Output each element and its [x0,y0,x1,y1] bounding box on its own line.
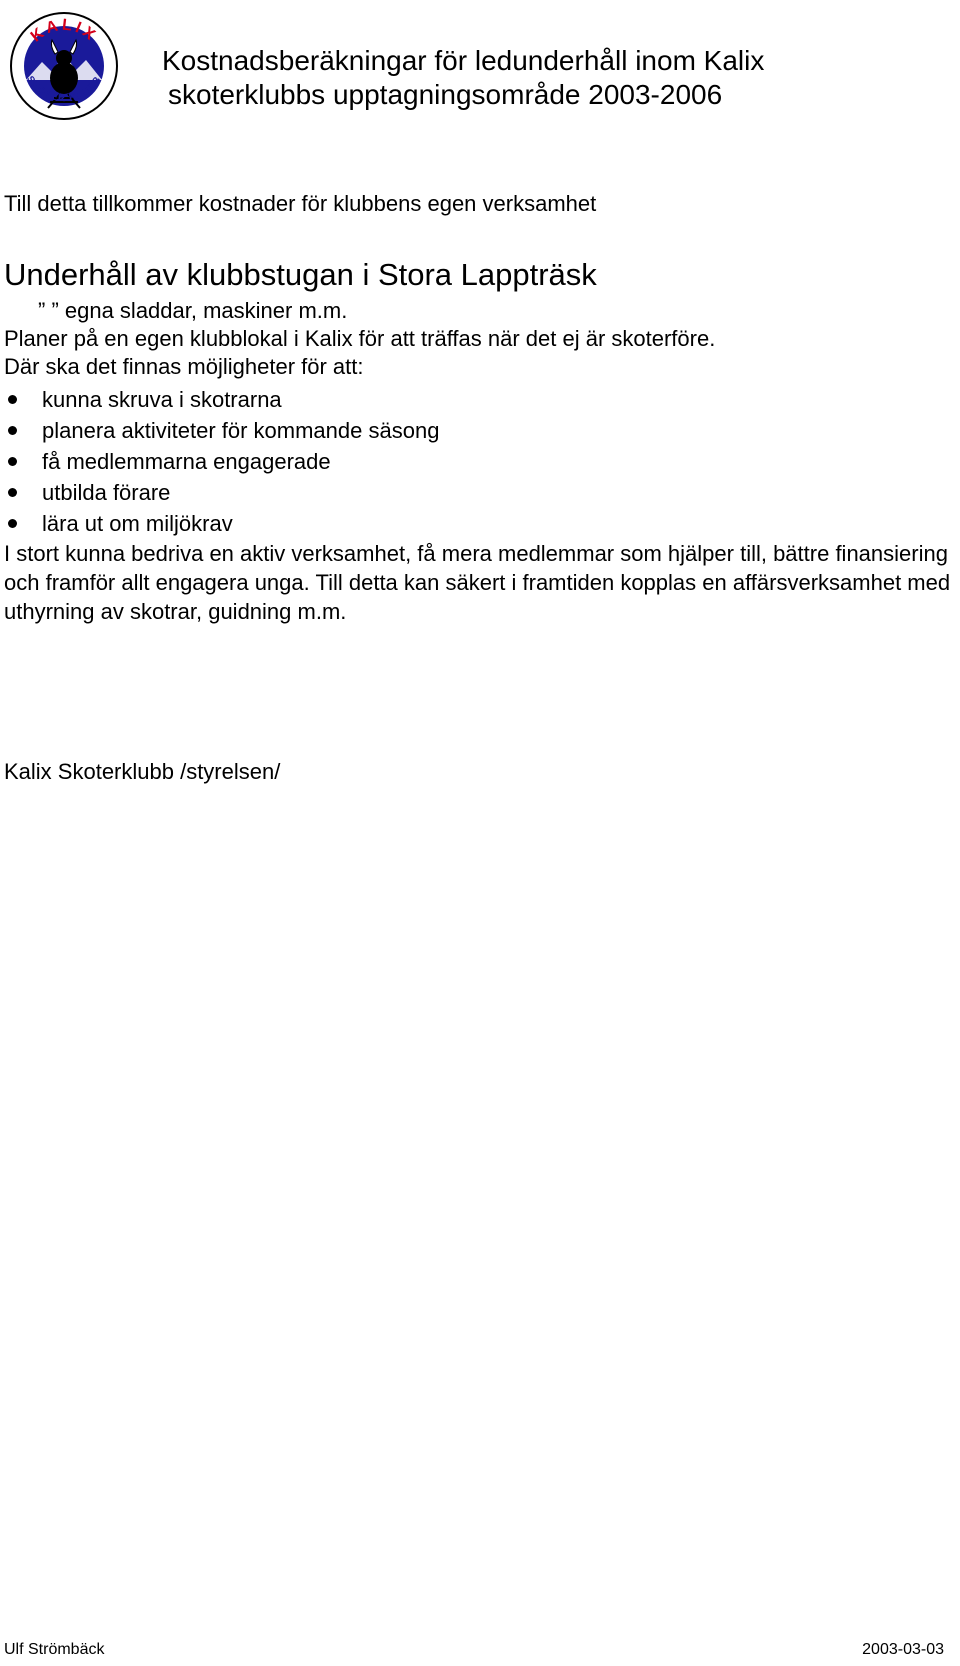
kalix-skoterklubb-logo [8,10,120,122]
page-title [162,44,764,112]
footer-date: 2003-03-03 [862,1641,944,1658]
lead-text: Där ska det finnas möjligheter för att: [4,354,364,379]
bullet-icon [8,395,17,404]
section-heading: Underhåll av klubbstugan i Stora Lappträsk [4,257,597,292]
body-paragraph: I stort kunna bedriva en aktiv verksamhet, få mera medlemmar som hjälper till, bättre finansiering och framför allt engagera unga. Till detta kan säkert i framtiden kopplas en affärsverksamhet med uthyrning av skotrar, guidning m.m. [4,541,951,624]
logo-bottom-text: SKOTER KLUBB [24,74,104,105]
bullet-icon [8,426,17,435]
plans-text: Planer på en egen klubblokal i Kalix för att träffas när det ej är skoterföre. [4,326,716,351]
bullet-icon [8,519,17,528]
bullet-icon [8,488,17,497]
bullet-icon [8,457,17,466]
intro-text: Till detta tillkommer kostnader för klubbens egen verksamhet [4,191,597,216]
title-line-1: Kostnadsberäkningar för ledunderhåll inom Kalix [162,45,765,76]
title-line-2: skoterklubbs upptagningsområde 2003-2006 [168,79,723,110]
signature: Kalix Skoterklubb /styrelsen/ [4,759,281,784]
logo-top-text: KALIX [27,16,101,46]
footer-author: Ulf Strömbäck [4,1641,105,1658]
ditto-line: ” ” egna sladdar, maskiner m.m. [38,298,348,323]
